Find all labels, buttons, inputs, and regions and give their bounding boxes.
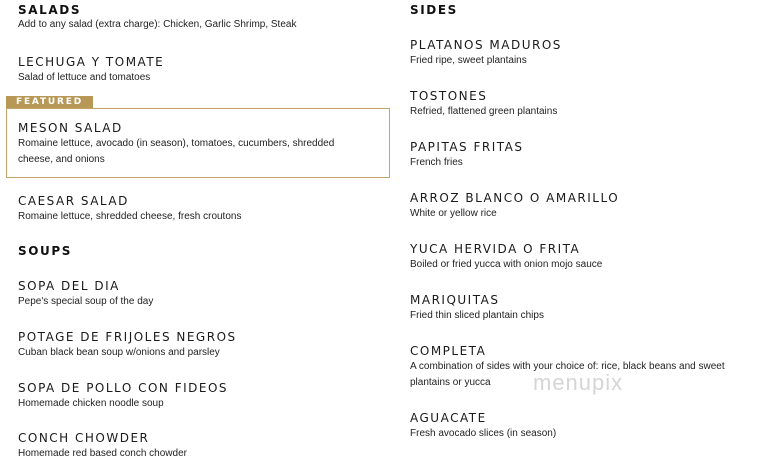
item-description: Pepe's special soup of the day [18,296,154,307]
item-description: Cuban black bean soup w/onions and parsley [18,347,220,358]
sides-heading: SIDES [410,3,458,17]
menu-item-sopa-de-pollo-con-fideos[interactable] [18,381,388,412]
item-description: Romaine lettuce, avocado (in season), tomatoes, cucumbers, shredded cheese, and onions [18,138,335,165]
item-name: PAPITAS FRITAS [410,140,524,154]
item-name: MESON SALAD [18,121,123,135]
item-description: Romaine lettuce, shredded cheese, fresh croutons [18,211,242,222]
menu-item-caesar-salad[interactable] [18,194,388,225]
salads-heading: SALADS [18,3,82,17]
item-description: White or yellow rice [410,208,497,219]
item-description: Boiled or fried yucca with onion mojo sauce [410,259,603,270]
menu-item-meson-salad[interactable] [18,121,368,168]
item-name: COMPLETA [410,344,487,358]
item-name: CAESAR SALAD [18,194,129,208]
item-description: French fries [410,157,463,168]
item-name: ARROZ BLANCO O AMARILLO [410,191,620,205]
item-description: Salad of lettuce and tomatoes [18,72,151,83]
item-description: Refried, flattened green plantains [410,106,558,117]
menu-item-yuca-hervida-o-frita[interactable] [410,242,760,273]
featured-badge: FEATURED [6,96,93,109]
item-name: AGUACATE [410,411,487,425]
menu-item-potage-de-frijoles-negros[interactable] [18,330,388,361]
item-description: Homemade red based conch chowder [18,448,187,459]
item-description: A combination of sides with your choice of: rice, black beans and sweet plantains or yucca [410,361,725,388]
item-name: CONCH CHOWDER [18,431,150,445]
menu-item-tostones[interactable] [410,89,760,120]
item-name: SOPA DEL DIA [18,279,120,293]
salads-note: Add to any salad (extra charge): Chicken, Garlic Shrimp, Steak [18,19,297,30]
menupix-watermark: menupix [533,370,624,395]
item-name: TOSTONES [410,89,488,103]
item-name: LECHUGA Y TOMATE [18,55,165,69]
menu-item-lechuga-y-tomate[interactable] [18,55,388,86]
menu-item-conch-chowder[interactable] [18,431,388,462]
item-description: Fresh avocado slices (in season) [410,428,557,439]
soups-heading: SOUPS [18,244,73,258]
menu-item-papitas-fritas[interactable] [410,140,760,171]
item-description: Homemade chicken noodle soup [18,398,164,409]
menu-item-platanos-maduros[interactable] [410,38,760,69]
menu-item-arroz-blanco-o-amarillo[interactable] [410,191,760,222]
item-name: YUCA HERVIDA O FRITA [410,242,581,256]
menu-item-sopa-del-dia[interactable] [18,279,388,310]
item-name: SOPA DE POLLO CON FIDEOS [18,381,229,395]
item-description: Fried thin sliced plantain chips [410,310,544,321]
item-name: PLATANOS MADUROS [410,38,562,52]
item-name: MARIQUITAS [410,293,500,307]
item-description: Fried ripe, sweet plantains [410,55,527,66]
menu-item-aguacate[interactable] [410,411,760,442]
item-name: POTAGE DE FRIJOLES NEGROS [18,330,237,344]
menu-item-mariquitas[interactable] [410,293,760,324]
